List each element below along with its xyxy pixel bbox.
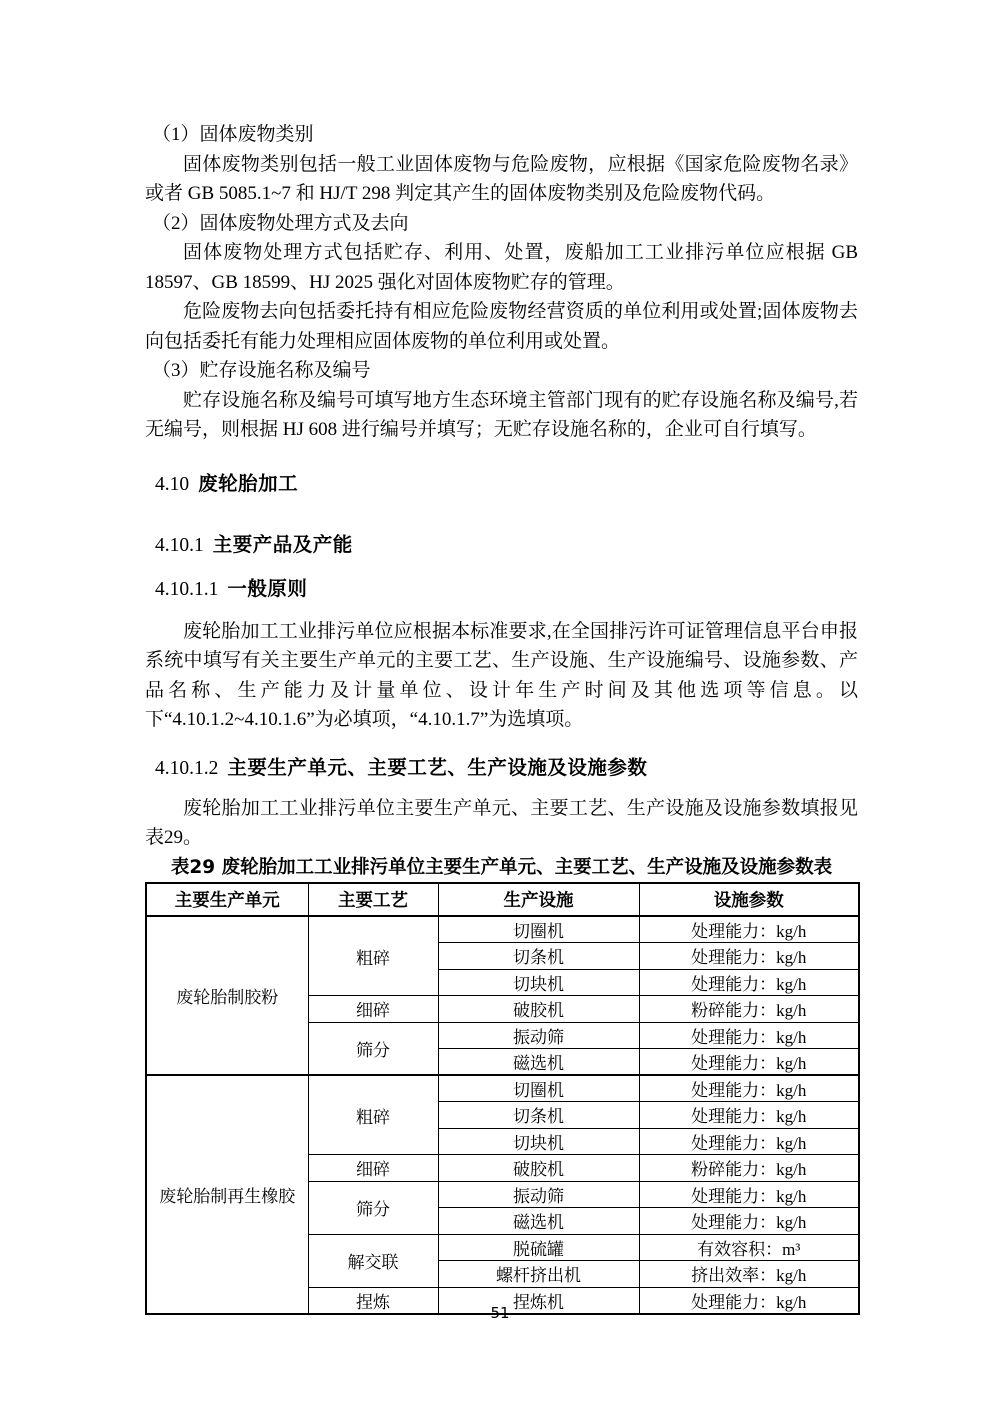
facility-cell: 振动筛 <box>438 1022 639 1049</box>
heading-4-10-1 <box>145 530 858 561</box>
facility-cell: 切圈机 <box>438 916 639 943</box>
parameter-cell: 粉碎能力：kg/h <box>639 1155 859 1182</box>
table-intro-paragraph: 废轮胎加工工业排污单位主要生产单元、主要工艺、生产设施及设施参数填报见表29。 <box>145 797 858 848</box>
item-3-heading: （3）贮存设施名称及编号 <box>152 360 371 381</box>
item-3-paragraph: 贮存设施名称及编号可填写地方生态环境主管部门现有的贮存设施名称及编号,若无编号，则根据 HJ 608 进行编号并填写；无贮存设施名称的，企业可自行填写。 <box>145 389 858 440</box>
parameter-cell: 处理能力：kg/h <box>639 1022 859 1049</box>
parameter-cell: 处理能力：kg/h <box>639 1102 859 1129</box>
unit-cell: 废轮胎制再生橡胶 <box>146 1075 308 1314</box>
table-header-row <box>146 883 859 916</box>
heading-number: 4.10 <box>155 473 190 495</box>
parameter-cell: 处理能力：kg/h <box>639 969 859 996</box>
facility-cell: 螺杆挤出机 <box>438 1261 639 1288</box>
process-cell: 筛分 <box>308 1022 438 1075</box>
process-cell: 粗碎 <box>308 916 438 996</box>
item-1-paragraph: 固体废物类别包括一般工业固体废物与危险废物，应根据《国家危险废物名录》或者 GB 5085.1~7 和 HJ/T 298 判定其产生的固体废物类别及危险废物代码。 <box>145 153 858 204</box>
facility-cell: 破胶机 <box>438 996 639 1023</box>
process-cell: 细碎 <box>308 1155 438 1182</box>
parameter-cell: 粉碎能力：kg/h <box>639 996 859 1023</box>
table-header-cell: 设施参数 <box>639 883 859 916</box>
facility-cell: 振动筛 <box>438 1181 639 1208</box>
heading-number: 4.10.1 <box>155 534 204 556</box>
parameter-cell: 处理能力：kg/h <box>639 1208 859 1235</box>
process-cell: 细碎 <box>308 996 438 1023</box>
unit-cell: 废轮胎制胶粉 <box>146 916 308 1075</box>
item-2-heading: （2）固体废物处理方式及去向 <box>152 212 409 234</box>
facility-cell: 切块机 <box>438 969 639 996</box>
parameter-cell: 处理能力：kg/h <box>639 943 859 970</box>
solid-waste-section <box>145 120 858 445</box>
facility-cell: 切条机 <box>438 943 639 970</box>
heading-title: 废轮胎加工 <box>198 471 299 495</box>
table-header-cell: 生产设施 <box>438 883 639 916</box>
general-principles-paragraph: 废轮胎加工工业排污单位应根据本标准要求,在全国排污许可证管理信息平台申报系统中填写有关主要生产单元的主要工艺、生产设施、生产设施编号、设施参数、产品名称、生产能力及计量单位、设计年生产时间及其他选项等信息。以下“4.10.1.2~4.10.1.6”为必填项，“4.10.1.7”为选填项。 <box>145 620 858 730</box>
table-header-cell: 主要生产单元 <box>146 883 308 916</box>
process-cell: 筛分 <box>308 1181 438 1234</box>
parameter-cell: 处理能力：kg/h <box>639 1075 859 1102</box>
item-2-paragraph-1: 固体废物处理方式包括贮存、利用、处置，废船加工工业排污单位应根据 GB 18597、GB 18599、HJ 2025 强化对固体废物贮存的管理。 <box>145 242 858 293</box>
parameter-cell: 处理能力：kg/h <box>639 1287 859 1314</box>
facility-cell: 切条机 <box>438 1102 639 1129</box>
table-29 <box>145 882 860 1315</box>
item-1-heading: （1）固体废物类别 <box>152 124 314 145</box>
heading-title: 主要产品及产能 <box>212 532 353 556</box>
parameter-cell: 挤出效率：kg/h <box>639 1261 859 1288</box>
parameter-cell: 处理能力：kg/h <box>639 1181 859 1208</box>
table-29-caption: 表29 废轮胎加工工业排污单位主要生产单元、主要工艺、生产设施及设施参数表 <box>170 856 833 878</box>
facility-cell: 磁选机 <box>438 1049 639 1076</box>
heading-4-10-1-1 <box>145 574 858 605</box>
process-cell: 捏炼 <box>308 1287 438 1314</box>
item-2-paragraph-2: 危险废物去向包括委托持有相应危险废物经营资质的单位利用或处置;固体废物去向包括委托有能力处理相应固体废物的单位利用或处置。 <box>145 301 858 352</box>
parameter-cell: 处理能力：kg/h <box>639 1049 859 1076</box>
facility-cell: 磁选机 <box>438 1208 639 1235</box>
process-cell: 解交联 <box>308 1234 438 1287</box>
heading-4-10-1-2 <box>145 753 858 784</box>
table-row <box>146 1075 859 1102</box>
heading-4-10 <box>145 469 858 500</box>
heading-number: 4.10.1.1 <box>155 578 219 600</box>
table-row <box>146 916 859 943</box>
parameter-cell: 有效容积：m³ <box>639 1234 859 1261</box>
heading-number: 4.10.1.2 <box>155 757 219 779</box>
facility-cell: 切圈机 <box>438 1075 639 1102</box>
page-number: 51 <box>490 1304 510 1322</box>
heading-title: 一般原则 <box>227 576 308 600</box>
facility-cell: 切块机 <box>438 1128 639 1155</box>
heading-title: 主要生产单元、主要工艺、生产设施及设施参数 <box>227 755 648 779</box>
facility-cell: 破胶机 <box>438 1155 639 1182</box>
facility-cell: 捏炼机 <box>438 1287 639 1314</box>
process-cell: 粗碎 <box>308 1075 438 1155</box>
facility-cell: 脱硫罐 <box>438 1234 639 1261</box>
parameter-cell: 处理能力：kg/h <box>639 916 859 943</box>
table-header-cell: 主要工艺 <box>308 883 438 916</box>
parameter-cell: 处理能力：kg/h <box>639 1128 859 1155</box>
